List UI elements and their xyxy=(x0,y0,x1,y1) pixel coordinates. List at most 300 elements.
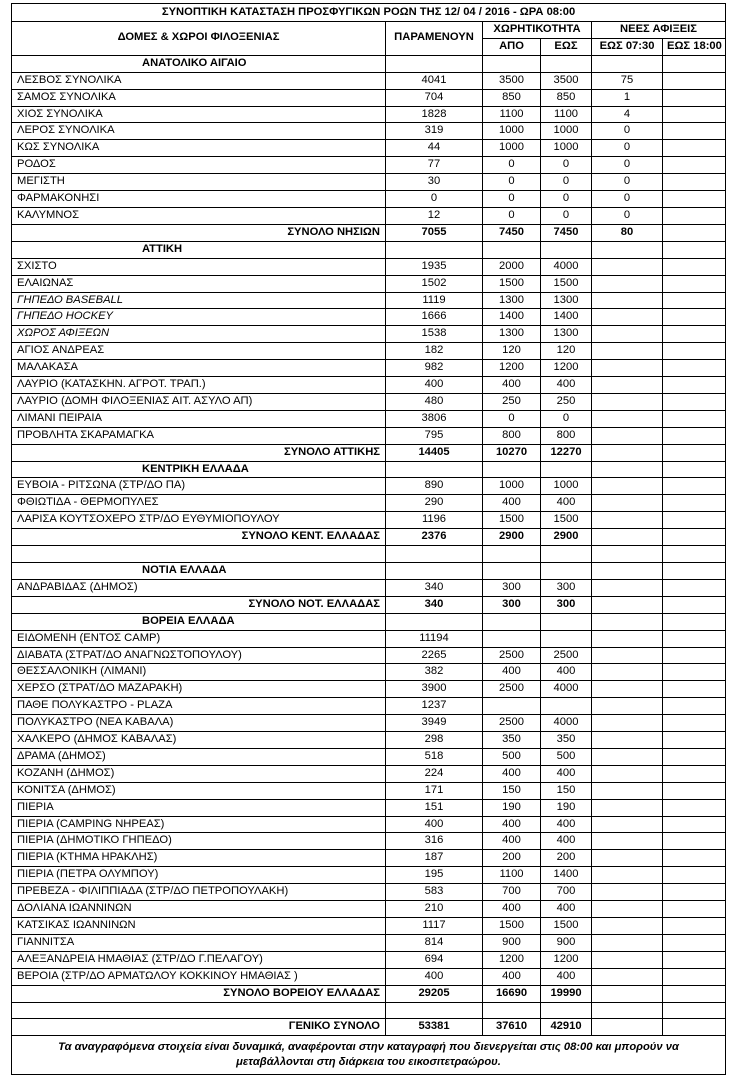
capacity-from-cell: 0 xyxy=(483,207,541,224)
header-until-1800: ΕΩΣ 18:00 xyxy=(663,38,726,55)
table-row xyxy=(12,157,726,174)
arrivals-1800-cell xyxy=(663,901,726,918)
capacity-to-cell: 300 xyxy=(541,579,592,596)
facility-name: ΚΑΛΥΜΝΟΣ xyxy=(12,207,386,224)
capacity-to-cell: 1100 xyxy=(541,106,592,123)
arrivals-0730-cell: 1 xyxy=(592,89,663,106)
table-row xyxy=(12,681,726,698)
facility-name: ΓΙΑΝΝΙΤΣΑ xyxy=(12,934,386,951)
table-row xyxy=(12,106,726,123)
capacity-to-cell: 4000 xyxy=(541,715,592,732)
capacity-from-cell: 200 xyxy=(483,850,541,867)
arrivals-1800-cell xyxy=(663,630,726,647)
capacity-from-cell: 400 xyxy=(483,816,541,833)
capacity-from-cell: 16690 xyxy=(483,985,541,1002)
facility-name: ΦΑΡΜΑΚΟΝΗΣΙ xyxy=(12,191,386,208)
facility-name: ΔΡΑΜΑ (ΔΗΜΟΣ) xyxy=(12,748,386,765)
table-row xyxy=(12,765,726,782)
capacity-from-cell: 2900 xyxy=(483,529,541,546)
arrivals-0730-cell xyxy=(592,292,663,309)
arrivals-0730-cell xyxy=(592,377,663,394)
facility-name: ΠΙΕΡΙΑ (ΠΕΤΡΑ ΟΛΥΜΠΟΥ) xyxy=(12,867,386,884)
arrivals-0730-cell xyxy=(592,816,663,833)
capacity-from-cell xyxy=(483,562,541,579)
arrivals-1800-cell xyxy=(663,1002,726,1019)
capacity-to-cell: 1500 xyxy=(541,918,592,935)
arrivals-0730-cell: 0 xyxy=(592,123,663,140)
remaining-cell: 195 xyxy=(386,867,483,884)
capacity-from-cell: 3500 xyxy=(483,72,541,89)
section-heading: ΒΟΡΕΙΑ ΕΛΛΑΔΑ xyxy=(12,613,386,630)
capacity-to-cell: 400 xyxy=(541,765,592,782)
arrivals-1800-cell xyxy=(663,681,726,698)
arrivals-1800-cell xyxy=(663,275,726,292)
remaining-cell: 171 xyxy=(386,782,483,799)
arrivals-1800-cell xyxy=(663,461,726,478)
capacity-from-cell: 250 xyxy=(483,393,541,410)
table-row xyxy=(12,478,726,495)
capacity-from-cell: 1500 xyxy=(483,512,541,529)
facility-name: ΧΑΛΚΕΡΟ (ΔΗΜΟΣ ΚΑΒΑΛΑΣ) xyxy=(12,732,386,749)
table-row xyxy=(12,140,726,157)
capacity-to-cell xyxy=(541,630,592,647)
arrivals-0730-cell xyxy=(592,968,663,985)
arrivals-0730-cell: 0 xyxy=(592,140,663,157)
capacity-to-cell: 900 xyxy=(541,934,592,951)
capacity-to-cell: 0 xyxy=(541,157,592,174)
capacity-to-cell: 200 xyxy=(541,850,592,867)
capacity-from-cell: 1300 xyxy=(483,326,541,343)
arrivals-1800-cell xyxy=(663,191,726,208)
arrivals-0730-cell xyxy=(592,664,663,681)
capacity-from-cell: 500 xyxy=(483,748,541,765)
capacity-to-cell: 12270 xyxy=(541,444,592,461)
table-row xyxy=(12,918,726,935)
facility-name: ΑΝΔΡΑΒΙΔΑΣ (ΔΗΜΟΣ) xyxy=(12,579,386,596)
capacity-from-cell: 1500 xyxy=(483,275,541,292)
capacity-to-cell: 7450 xyxy=(541,224,592,241)
capacity-from-cell: 2000 xyxy=(483,258,541,275)
capacity-from-cell: 2500 xyxy=(483,715,541,732)
remaining-cell: 4041 xyxy=(386,72,483,89)
table-row xyxy=(12,951,726,968)
refugee-flows-report xyxy=(11,3,725,1075)
facility-name: ΣΑΜΟΣ ΣΥΝΟΛΙΚΑ xyxy=(12,89,386,106)
capacity-from-cell: 1000 xyxy=(483,140,541,157)
arrivals-1800-cell xyxy=(663,241,726,258)
arrivals-1800-cell xyxy=(663,985,726,1002)
facility-name: ΠΙΕΡΙΑ (ΔΗΜΟΤΙΚΟ ΓΗΠΕΔΟ) xyxy=(12,833,386,850)
arrivals-1800-cell xyxy=(663,698,726,715)
capacity-to-cell: 1300 xyxy=(541,292,592,309)
table-row xyxy=(12,360,726,377)
table-row xyxy=(12,427,726,444)
capacity-from-cell: 0 xyxy=(483,191,541,208)
facility-name: ΒΕΡΟΙΑ (ΣΤΡ/ΔΟ ΑΡΜΑΤΩΛΟΥ ΚΟΚΚΙΝΟΥ ΗΜΑΘΙΑΣ ) xyxy=(12,968,386,985)
remaining-cell: 400 xyxy=(386,377,483,394)
capacity-to-cell: 850 xyxy=(541,89,592,106)
table-row xyxy=(12,664,726,681)
remaining-cell: 583 xyxy=(386,884,483,901)
remaining-cell: 210 xyxy=(386,901,483,918)
capacity-to-cell: 800 xyxy=(541,427,592,444)
header-capacity-from: ΑΠΟ xyxy=(483,38,541,55)
capacity-from-cell: 800 xyxy=(483,427,541,444)
arrivals-0730-cell: 4 xyxy=(592,106,663,123)
section-heading: ΑΤΤΙΚΗ xyxy=(12,241,386,258)
remaining-cell: 3806 xyxy=(386,410,483,427)
capacity-to-cell: 1200 xyxy=(541,951,592,968)
arrivals-1800-cell xyxy=(663,850,726,867)
arrivals-1800-cell xyxy=(663,224,726,241)
facility-name: ΠΟΛΥΚΑΣΤΡΟ (ΝΕΑ ΚΑΒΑΛΑ) xyxy=(12,715,386,732)
capacity-from-cell xyxy=(483,461,541,478)
arrivals-0730-cell xyxy=(592,512,663,529)
arrivals-1800-cell xyxy=(663,562,726,579)
header-remaining: ΠΑΡΑΜΕΝΟΥΝ xyxy=(386,22,483,56)
total-label: ΓΕΝΙΚΟ ΣΥΝΟΛΟ xyxy=(12,1019,386,1036)
remaining-cell: 11194 xyxy=(386,630,483,647)
remaining-cell xyxy=(386,55,483,72)
capacity-from-cell: 0 xyxy=(483,157,541,174)
arrivals-1800-cell xyxy=(663,782,726,799)
remaining-cell: 814 xyxy=(386,934,483,951)
arrivals-0730-cell xyxy=(592,901,663,918)
remaining-cell: 890 xyxy=(386,478,483,495)
remaining-cell: 77 xyxy=(386,157,483,174)
remaining-cell xyxy=(386,562,483,579)
remaining-cell: 400 xyxy=(386,816,483,833)
remaining-cell: 1119 xyxy=(386,292,483,309)
remaining-cell: 3949 xyxy=(386,715,483,732)
facility-name: ΑΓΙΟΣ ΑΝΔΡΕΑΣ xyxy=(12,343,386,360)
arrivals-0730-cell xyxy=(592,241,663,258)
facility-name: ΧΙΟΣ ΣΥΝΟΛΙΚΑ xyxy=(12,106,386,123)
remaining-cell xyxy=(386,613,483,630)
facility-name: ΛΑΥΡΙΟ (ΔΟΜΗ ΦΙΛΟΞΕΝΙΑΣ ΑΙΤ. ΑΣΥΛΟ ΑΠ) xyxy=(12,393,386,410)
total-row xyxy=(12,529,726,546)
remaining-cell: 982 xyxy=(386,360,483,377)
arrivals-1800-cell xyxy=(663,427,726,444)
header-capacity-to: ΕΩΣ xyxy=(541,38,592,55)
capacity-to-cell: 2500 xyxy=(541,647,592,664)
arrivals-1800-cell xyxy=(663,833,726,850)
arrivals-0730-cell xyxy=(592,275,663,292)
remaining-cell: 400 xyxy=(386,968,483,985)
capacity-from-cell: 1000 xyxy=(483,123,541,140)
remaining-cell: 340 xyxy=(386,579,483,596)
capacity-from-cell: 300 xyxy=(483,579,541,596)
arrivals-1800-cell xyxy=(663,867,726,884)
table-row xyxy=(12,410,726,427)
arrivals-0730-cell: 0 xyxy=(592,157,663,174)
arrivals-1800-cell xyxy=(663,444,726,461)
table-row xyxy=(12,647,726,664)
arrivals-0730-cell xyxy=(592,1002,663,1019)
facility-name: ΕΙΔΟΜΕΝΗ (ΕΝΤΟΣ CAMP) xyxy=(12,630,386,647)
arrivals-0730-cell xyxy=(592,360,663,377)
table-row xyxy=(12,174,726,191)
arrivals-1800-cell xyxy=(663,664,726,681)
arrivals-0730-cell xyxy=(592,546,663,563)
table-row xyxy=(12,275,726,292)
facility-name: ΛΕΡΟΣ ΣΥΝΟΛΙΚΑ xyxy=(12,123,386,140)
table-row xyxy=(12,698,726,715)
capacity-to-cell: 0 xyxy=(541,191,592,208)
facility-name: ΡΟΔΟΣ xyxy=(12,157,386,174)
remaining-cell xyxy=(386,1002,483,1019)
arrivals-1800-cell xyxy=(663,55,726,72)
header-capacity: ΧΩΡΗΤΙΚΟΤΗΤΑ xyxy=(483,22,592,39)
arrivals-0730-cell xyxy=(592,934,663,951)
remaining-cell: 1538 xyxy=(386,326,483,343)
facility-name: ΦΘΙΩΤΙΔΑ - ΘΕΡΜΟΠΥΛΕΣ xyxy=(12,495,386,512)
remaining-cell xyxy=(386,241,483,258)
arrivals-0730-cell xyxy=(592,732,663,749)
facility-name: ΚΑΤΣΙΚΑΣ ΙΩΑΝΝΙΝΩΝ xyxy=(12,918,386,935)
arrivals-1800-cell xyxy=(663,343,726,360)
facility-name: ΕΥΒΟΙΑ - ΡΙΤΣΩΝΑ (ΣΤΡ/ΔΟ ΠΑ) xyxy=(12,478,386,495)
capacity-from-cell: 120 xyxy=(483,343,541,360)
facility-name: ΣΧΙΣΤΟ xyxy=(12,258,386,275)
capacity-from-cell xyxy=(483,241,541,258)
capacity-from-cell: 190 xyxy=(483,799,541,816)
table-row xyxy=(12,72,726,89)
facility-name: ΛΑΡΙΣΑ ΚΟΥΤΣΟΧΕΡΟ ΣΤΡ/ΔΟ ΕΥΘΥΜΙΟΠΟΥΛΟΥ xyxy=(12,512,386,529)
capacity-to-cell: 1000 xyxy=(541,123,592,140)
table-row xyxy=(12,191,726,208)
remaining-cell: 340 xyxy=(386,596,483,613)
arrivals-1800-cell xyxy=(663,715,726,732)
remaining-cell: 1237 xyxy=(386,698,483,715)
table-row xyxy=(12,732,726,749)
remaining-cell: 2376 xyxy=(386,529,483,546)
facility-name: ΚΩΣ ΣΥΝΟΛΙΚΑ xyxy=(12,140,386,157)
arrivals-0730-cell: 0 xyxy=(592,174,663,191)
capacity-to-cell: 0 xyxy=(541,207,592,224)
capacity-from-cell xyxy=(483,546,541,563)
facility-name: ΚΟΝΙΤΣΑ (ΔΗΜΟΣ) xyxy=(12,782,386,799)
arrivals-1800-cell xyxy=(663,377,726,394)
capacity-to-cell: 190 xyxy=(541,799,592,816)
arrivals-0730-cell xyxy=(592,596,663,613)
capacity-from-cell: 150 xyxy=(483,782,541,799)
arrivals-0730-cell xyxy=(592,410,663,427)
capacity-to-cell: 400 xyxy=(541,495,592,512)
capacity-to-cell xyxy=(541,546,592,563)
arrivals-1800-cell xyxy=(663,258,726,275)
facility-name: ΘΕΣΣΑΛΟΝΙΚΗ (ΛΙΜΑΝΙ) xyxy=(12,664,386,681)
capacity-to-cell: 1000 xyxy=(541,140,592,157)
table-row xyxy=(12,512,726,529)
remaining-cell: 224 xyxy=(386,765,483,782)
capacity-to-cell: 400 xyxy=(541,377,592,394)
table-row xyxy=(12,901,726,918)
arrivals-0730-cell xyxy=(592,1019,663,1036)
capacity-from-cell: 7450 xyxy=(483,224,541,241)
table-body xyxy=(12,55,726,1036)
spacer-row xyxy=(12,1002,726,1019)
capacity-to-cell xyxy=(541,613,592,630)
capacity-from-cell: 2500 xyxy=(483,647,541,664)
capacity-to-cell: 1500 xyxy=(541,512,592,529)
facility-name: ΜΑΛΑΚΑΣΑ xyxy=(12,360,386,377)
arrivals-0730-cell xyxy=(592,765,663,782)
arrivals-1800-cell xyxy=(663,360,726,377)
remaining-cell: 480 xyxy=(386,393,483,410)
report-title: ΣΥΝΟΠΤΙΚΗ ΚΑΤΑΣΤΑΣΗ ΠΡΟΣΦΥΓΙΚΩΝ ΡΟΩΝ ΤΗΣ 12/ 04 / 2016 - ΩΡΑ 08:00 xyxy=(12,4,726,22)
arrivals-0730-cell xyxy=(592,833,663,850)
section-row xyxy=(12,55,726,72)
arrivals-0730-cell xyxy=(592,579,663,596)
arrivals-0730-cell xyxy=(592,258,663,275)
arrivals-0730-cell: 0 xyxy=(592,207,663,224)
total-row xyxy=(12,985,726,1002)
capacity-from-cell: 350 xyxy=(483,732,541,749)
remaining-cell: 30 xyxy=(386,174,483,191)
capacity-from-cell: 400 xyxy=(483,495,541,512)
capacity-from-cell xyxy=(483,55,541,72)
capacity-to-cell: 4000 xyxy=(541,681,592,698)
spacer-row xyxy=(12,546,726,563)
table-row xyxy=(12,630,726,647)
facility-name: ΠΙΕΡΙΑ xyxy=(12,799,386,816)
arrivals-0730-cell: 80 xyxy=(592,224,663,241)
arrivals-1800-cell xyxy=(663,732,726,749)
arrivals-1800-cell xyxy=(663,613,726,630)
capacity-to-cell: 500 xyxy=(541,748,592,765)
arrivals-1800-cell xyxy=(663,546,726,563)
remaining-cell: 1196 xyxy=(386,512,483,529)
capacity-from-cell: 1400 xyxy=(483,309,541,326)
section-heading: ΑΝΑΤΟΛΙΚΟ ΑΙΓΑΙΟ xyxy=(12,55,386,72)
total-row xyxy=(12,1019,726,1036)
remaining-cell: 14405 xyxy=(386,444,483,461)
capacity-from-cell: 37610 xyxy=(483,1019,541,1036)
capacity-from-cell xyxy=(483,630,541,647)
header-facilities: ΔΟΜΕΣ & ΧΩΡΟΙ ΦΙΛΟΞΕΝΙΑΣ xyxy=(12,22,386,56)
remaining-cell: 187 xyxy=(386,850,483,867)
capacity-to-cell: 0 xyxy=(541,174,592,191)
footer-note: Τα αναγραφόμενα στοιχεία είναι δυναμικά, αναφέρονται στην καταγραφή που διενεργείται στις 08:00 και μπορούν να μεταβάλλονται στη διάρκεια του εικοσιτετραώρου. xyxy=(12,1036,726,1075)
table-row xyxy=(12,867,726,884)
capacity-from-cell: 850 xyxy=(483,89,541,106)
capacity-from-cell: 1100 xyxy=(483,106,541,123)
facility-name: ΠΡΟΒΛΗΤΑ ΣΚΑΡΑΜΑΓΚΑ xyxy=(12,427,386,444)
table-row xyxy=(12,309,726,326)
arrivals-1800-cell xyxy=(663,512,726,529)
facility-name: ΧΩΡΟΣ ΑΦΙΞΕΩΝ xyxy=(12,326,386,343)
arrivals-1800-cell xyxy=(663,207,726,224)
total-label: ΣΥΝΟΛΟ ΚΕΝΤ. ΕΛΛΑΔΑΣ xyxy=(12,529,386,546)
arrivals-1800-cell xyxy=(663,765,726,782)
table-row xyxy=(12,292,726,309)
capacity-to-cell: 400 xyxy=(541,833,592,850)
capacity-to-cell: 150 xyxy=(541,782,592,799)
table-row xyxy=(12,326,726,343)
capacity-to-cell: 1200 xyxy=(541,360,592,377)
total-label: ΣΥΝΟΛΟ ΝΟΤ. ΕΛΛΑΔΑΣ xyxy=(12,596,386,613)
refugee-flows-table xyxy=(11,3,726,1075)
capacity-from-cell: 400 xyxy=(483,377,541,394)
arrivals-0730-cell xyxy=(592,444,663,461)
capacity-from-cell: 1200 xyxy=(483,951,541,968)
arrivals-0730-cell xyxy=(592,326,663,343)
remaining-cell: 795 xyxy=(386,427,483,444)
arrivals-0730-cell xyxy=(592,461,663,478)
arrivals-1800-cell xyxy=(663,410,726,427)
capacity-from-cell: 400 xyxy=(483,664,541,681)
arrivals-0730-cell xyxy=(592,427,663,444)
arrivals-0730-cell xyxy=(592,985,663,1002)
capacity-from-cell: 1100 xyxy=(483,867,541,884)
table-row xyxy=(12,377,726,394)
facility-name: ΛΙΜΑΝΙ ΠΕΙΡΑΙΑ xyxy=(12,410,386,427)
arrivals-0730-cell xyxy=(592,630,663,647)
section-row xyxy=(12,241,726,258)
capacity-to-cell: 300 xyxy=(541,596,592,613)
arrivals-1800-cell xyxy=(663,918,726,935)
arrivals-1800-cell xyxy=(663,884,726,901)
table-row xyxy=(12,89,726,106)
remaining-cell: 1828 xyxy=(386,106,483,123)
facility-name: ΔΙΑΒΑΤΑ (ΣΤΡΑΤ/ΔΟ ΑΝΑΓΝΩΣΤΟΠΟΥΛΟΥ) xyxy=(12,647,386,664)
capacity-from-cell: 900 xyxy=(483,934,541,951)
capacity-from-cell: 400 xyxy=(483,901,541,918)
remaining-cell xyxy=(386,461,483,478)
remaining-cell: 694 xyxy=(386,951,483,968)
table-row xyxy=(12,934,726,951)
capacity-from-cell: 10270 xyxy=(483,444,541,461)
arrivals-0730-cell xyxy=(592,884,663,901)
arrivals-0730-cell xyxy=(592,647,663,664)
capacity-from-cell: 1000 xyxy=(483,478,541,495)
empty-cell xyxy=(12,1002,386,1019)
section-heading: ΚΕΝΤΡΙΚΗ ΕΛΛΑΔΑ xyxy=(12,461,386,478)
capacity-from-cell: 700 xyxy=(483,884,541,901)
capacity-to-cell: 700 xyxy=(541,884,592,901)
table-row xyxy=(12,748,726,765)
arrivals-0730-cell: 75 xyxy=(592,72,663,89)
arrivals-0730-cell xyxy=(592,867,663,884)
remaining-cell: 1935 xyxy=(386,258,483,275)
arrivals-0730-cell xyxy=(592,918,663,935)
remaining-cell: 382 xyxy=(386,664,483,681)
remaining-cell: 1502 xyxy=(386,275,483,292)
capacity-from-cell: 0 xyxy=(483,410,541,427)
facility-name: ΛΕΣΒΟΣ ΣΥΝΟΛΙΚΑ xyxy=(12,72,386,89)
capacity-to-cell: 3500 xyxy=(541,72,592,89)
capacity-from-cell: 1500 xyxy=(483,918,541,935)
arrivals-1800-cell xyxy=(663,647,726,664)
arrivals-0730-cell xyxy=(592,850,663,867)
table-row xyxy=(12,393,726,410)
header-until-0730: ΕΩΣ 07:30 xyxy=(592,38,663,55)
total-row xyxy=(12,596,726,613)
remaining-cell: 1666 xyxy=(386,309,483,326)
arrivals-1800-cell xyxy=(663,748,726,765)
capacity-to-cell xyxy=(541,461,592,478)
capacity-from-cell: 0 xyxy=(483,174,541,191)
arrivals-1800-cell xyxy=(663,157,726,174)
arrivals-1800-cell xyxy=(663,106,726,123)
arrivals-1800-cell xyxy=(663,799,726,816)
remaining-cell: 12 xyxy=(386,207,483,224)
arrivals-1800-cell xyxy=(663,968,726,985)
total-label: ΣΥΝΟΛΟ ΑΤΤΙΚΗΣ xyxy=(12,444,386,461)
remaining-cell: 53381 xyxy=(386,1019,483,1036)
arrivals-1800-cell xyxy=(663,951,726,968)
